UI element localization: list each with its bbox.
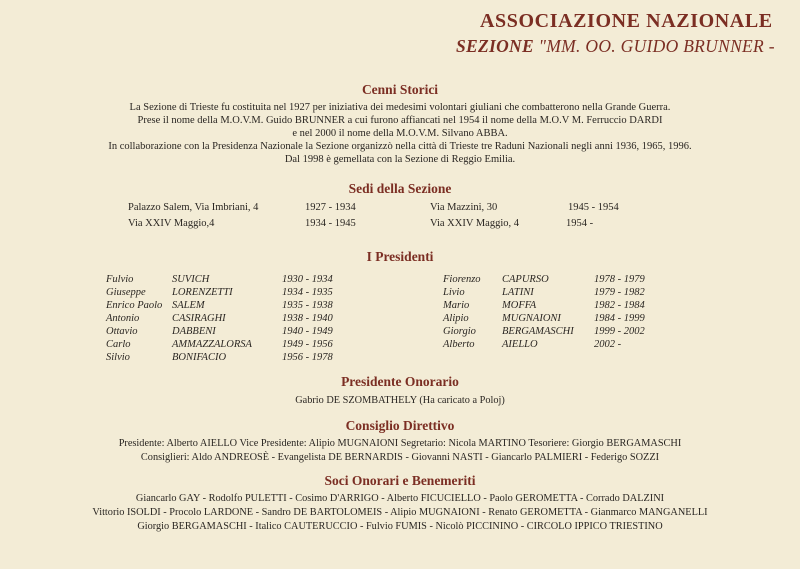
- sede-years: 1934 - 1945: [305, 218, 356, 229]
- cenni-text: [0, 101, 800, 166]
- president-first-name: Fiorenzo: [443, 274, 481, 285]
- president-first-name: Enrico Paolo: [106, 300, 163, 311]
- president-first-name: Mario: [443, 300, 470, 311]
- presidenti-heading: I Presidenti: [366, 249, 434, 264]
- president-last-name: SUVICH: [172, 274, 210, 285]
- president-first-name: Antonio: [106, 313, 140, 324]
- president-last-name: CAPURSO: [502, 274, 549, 285]
- president-last-name: BONIFACIO: [172, 352, 227, 363]
- soci-line: Giancarlo GAY - Rodolfo PULETTI - Cosimo D'ARRIGO - Alberto FICUCIELLO - Paolo GEROMETTA - Corrado DALZINI: [135, 493, 665, 504]
- president-last-name: CASIRAGHI: [172, 313, 226, 324]
- cenni-heading: Cenni Storici: [361, 82, 439, 97]
- president-first-name: Livio: [443, 287, 465, 298]
- sedi-heading: Sedi della Sezione: [348, 181, 452, 196]
- sede-years: 1945 - 1954: [568, 202, 619, 213]
- president-years: 1999 - 2002: [594, 326, 645, 337]
- president-last-name: LORENZETTI: [172, 287, 233, 298]
- president-years: 1956 - 1978: [282, 352, 333, 363]
- sede-years: 1954 -: [566, 218, 594, 229]
- cenni-line: La Sezione di Trieste fu costituita nel 1927 per iniziativa dei medesimi volontari giuliani che combatterono nella Grande Guerra.: [129, 102, 671, 113]
- subtitle-label: SEZIONE: [456, 36, 534, 56]
- president-last-name: AIELLO: [502, 339, 538, 350]
- president-years: 2002 -: [594, 339, 622, 350]
- president-years: 1934 - 1935: [282, 287, 333, 298]
- president-first-name: Ottavio: [106, 326, 138, 337]
- president-last-name: AMMAZZALORSA: [172, 339, 252, 350]
- onorario-text: Gabrio DE SZOMBATHELY (Ha caricato a Poloj): [295, 395, 505, 406]
- president-last-name: DABBENI: [172, 326, 216, 337]
- section-subtitle: [456, 36, 775, 57]
- onorario-heading: Presidente Onorario: [341, 374, 459, 389]
- presidents-first-names-left: [106, 273, 162, 364]
- president-last-name: BERGAMASCHI: [502, 326, 574, 337]
- president-years: 1930 - 1934: [282, 274, 333, 285]
- presidents-last-names-left: [172, 273, 252, 364]
- president-years: 1978 - 1979: [594, 274, 645, 285]
- cenni-line: In collaborazione con la Presidenza Nazionale la Sezione organizzò nella città di Trieste tre Raduni Nazionali negli anni 1936, 1965, 1996.: [108, 141, 692, 152]
- presidents-first-names-right: [443, 273, 481, 351]
- soci-line: Giorgio BERGAMASCHI - Italico CAUTERUCCIO - Fulvio FUMIS - Nicolò PICCININO - CIRCOLO IPPICO TRIESTINO: [137, 521, 663, 532]
- sede-place: Via XXIV Maggio,4: [128, 218, 215, 229]
- president-years: 1979 - 1982: [594, 287, 645, 298]
- president-years: 1982 - 1984: [594, 300, 645, 311]
- soci-heading: Soci Onorari e Benemeriti: [324, 473, 476, 488]
- president-first-name: Giuseppe: [106, 287, 146, 298]
- soci-line: Vittorio ISOLDI - Procolo LARDONE - Sandro DE BARTOLOMEIS - Alipio MUGNAIONI - Renato GEROMETTA - Gianmarco MANGANELLI: [92, 507, 708, 518]
- president-last-name: LATINI: [502, 287, 534, 298]
- president-first-name: Alipio: [443, 313, 469, 324]
- president-years: 1935 - 1938: [282, 300, 333, 311]
- president-last-name: MUGNAIONI: [502, 313, 561, 324]
- sede-place: Via XXIV Maggio, 4: [430, 218, 519, 229]
- presidents-years-left: [282, 273, 333, 364]
- cenni-line: Prese il nome della M.O.V.M. Guido BRUNNER a cui furono affiancati nel 1954 il nome della M.O.V M. Ferruccio DARDI: [137, 115, 663, 126]
- president-first-name: Carlo: [106, 339, 131, 350]
- consiglio-heading: Consiglio Direttivo: [345, 418, 455, 433]
- sede-place: Via Mazzini, 30: [430, 202, 498, 213]
- association-title: ASSOCIAZIONE NAZIONALE: [480, 10, 773, 32]
- presidents-last-names-right: [502, 273, 574, 351]
- president-years: 1949 - 1956: [282, 339, 333, 350]
- president-last-name: MOFFA: [502, 300, 537, 311]
- president-years: 1984 - 1999: [594, 313, 645, 324]
- president-years: 1940 - 1949: [282, 326, 333, 337]
- sede-place: Palazzo Salem, Via Imbriani, 4: [128, 202, 259, 213]
- president-first-name: Alberto: [443, 339, 475, 350]
- president-last-name: SALEM: [172, 300, 205, 311]
- consiglio-members: Consiglieri: Aldo ANDREOSÈ - Evangelista DE BERNARDIS - Giovanni NASTI - Giancarlo PALMIERI - Federigo SOZZI: [140, 452, 660, 463]
- sede-years: 1927 - 1934: [305, 202, 356, 213]
- cenni-line: e nel 2000 il nome della M.O.V.M. Silvano ABBA.: [292, 128, 508, 139]
- cenni-line: Dal 1998 è gemellata con la Sezione di Reggio Emilia.: [284, 154, 516, 165]
- president-first-name: Giorgio: [443, 326, 476, 337]
- subtitle-name: "MM. OO. GUIDO BRUNNER -: [538, 36, 775, 56]
- president-years: 1938 - 1940: [282, 313, 333, 324]
- president-first-name: Silvio: [106, 352, 130, 363]
- president-first-name: Fulvio: [106, 274, 134, 285]
- presidents-years-right: [594, 273, 645, 351]
- consiglio-officers: Presidente: Alberto AIELLO Vice Presidente: Alipio MUGNAIONI Segretario: Nicola MARTINO Tesoriere: Giorgio BERGAMASCHI: [118, 438, 682, 449]
